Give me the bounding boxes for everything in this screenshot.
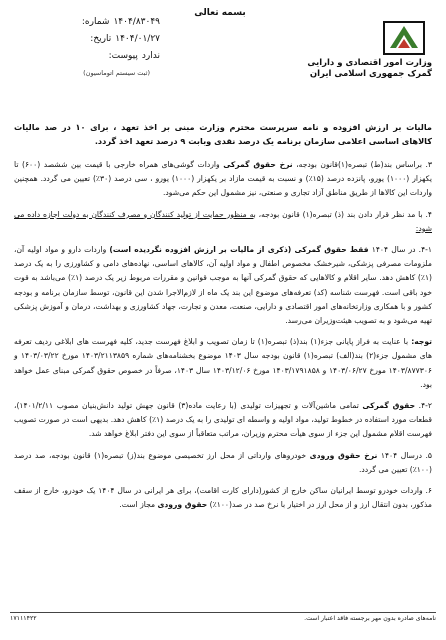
footer-divider <box>10 612 436 613</box>
basmala: بسمه تعالی <box>194 8 246 18</box>
footer-notice: نامه‌های صادره بدون مهر برجسته فاقد اعتبار است. <box>304 615 436 622</box>
customs-logo-icon <box>380 18 428 58</box>
letter-footer <box>10 615 436 622</box>
organization-name <box>262 58 432 80</box>
org-line-customs: گمرک جمهوری اسلامی ایران <box>309 69 432 79</box>
date-value: ۱۴۰۴/۰۱/۲۷ <box>115 34 160 44</box>
letter-subject: مالیات بر ارزش افزوده و نامه سرپرست محترم وزارت مبنی بر اخذ تعهد ، برای ۱۰ در صد مالیات کالاهای اساسی اعلامی سازمان برنامه یک درصد نقدی وبابت ۹ درصد تعهد اخذ گردد. <box>14 122 432 146</box>
date-label: تاریخ: <box>90 34 112 44</box>
paragraph: ۳. براساس بند(ط) تبصره(۱)قانون بودجه، نرخ حقوق گمرکی واردات گوشی‌های همراه خارجی با قیمت بین ششصد (۶۰۰) تا یکهزار (۱۰۰۰) یورو، پانزده درصد (۱۵٪) و نسبت به قیمت مازاد بر یکهزار (۱۰۰۰) یورو ، سی درصد (۳۰٪) تعیین می گردد. همچنین واردات این کالاها از طریق مناطق آزاد تجاری و صنعتی، نیز مشمول این حکم می‌شود. <box>14 160 432 198</box>
automation-note: (ثبت سیستم اتوماسیون) <box>83 69 150 77</box>
attachment-row <box>10 48 160 65</box>
letter-header <box>0 0 446 96</box>
letter-meta <box>10 14 160 82</box>
date-row <box>10 31 160 48</box>
paragraph: توجه: با عنایت به فراز پایانی جزء(۱) بند(ذ) تبصره(۱) تا زمان تصویب و ابلاغ فهرست جدید، کلیه فهرست های ابلاغی ردیف تعرفه های مشمول جزء(۲) بند(الف) تبصره(۱) قانون بودجه سال ۱۴۰۳ موضوع بخشنامه‌های شماره ۱۴۰۳/۲۱۱۳۸۵۹ مورخ ۱۴۰۳/۰۳/۲۲ و ۱۴۰۳/۸۷۷۳۰۶ مورخ ۱۴۰۳/۰۶/۲۷ و ۱۴۰۳/۱۷۹۱۸۵۸ مورخ ۱۴۰۳/۱۲/۰۶ سال ۱۴۰۳، صرفاً در خصوص حقوق گمرکی مبنای عمل خواهد بود. <box>14 337 433 389</box>
org-line-ministry: وزارت امور اقتصادی و دارایی <box>307 58 432 68</box>
number-value: ۱۴۰۴/۸۳۰۴۹ <box>113 17 160 27</box>
paragraph: ۶. واردات خودرو توسط ایرانیان ساکن خارج از کشور(دارای کارت اقامت)، برای هر ایرانی در سال ۱۴۰۴ یک خودرو، خارج از سقف مذکور، بدون انتقال ارز و از محل ارز در اختیار با نرخ صد در صد(۱۰۰٪) حقوق ورودی مجاز است. <box>14 486 432 510</box>
number-row <box>10 14 160 31</box>
paragraph: ۴-۲. حقوق گمرکی تمامی ماشین‌آلات و تجهیزات تولیدی (با رعایت ماده(۳) قانون جهش تولید دانش‌بنیان مصوب ۱۴۰۱/۲/۱۱)، قطعات مورد استفاده در خطوط تولید، مواد اولیه و واسطه ای تولیدی را به یک درصد (۱٪) کاهش دهد. بدیهی است در صورت تصویب فهرست اقلام مشمول این جزء از سوی هیأت محترم وزیران، مراتب متعاقباً از سوی این دفتر ابلاغ خواهد شد. <box>14 401 432 439</box>
letter-body <box>14 158 432 519</box>
paragraph: ۴-۱. در سال ۱۴۰۴ فقط حقوق گمرکی (ذکری از مالیات بر ارزش افزوده نگردیده است) واردات دارو و مواد اولیه آن، ملزومات مصرفی پزشکی، شیرخشک مخصوص اطفال و مواد اولیه آن، کالاهای اساسی، نهاده‌های دامی و کشاورزی را به یک درصد (۱٪) کاهش دهد. سایر اقلام و کالاهایی که حقوق گمرکی آنها به موجب قوانین و مقررات مربوط زیر یک درصد (۱٪) می‌باشد به قوت خود باقی است. فهرست شناسه (کد) تعرفه‌های موضوع این بند یک ماه از لازم‌الاجرا شدن این قانون، توسط سازمان برنامه و بودجه کشور و با همکاری وزارتخانه‌های امور اقتصادی و دارایی، صنعت، معدن و تجارت، جهاد کشاورزی و بهداشت، درمان و آموزش پزشکی تهیه می‌شود و به تصویب هیئت‌وزیران می‌رسد. <box>14 245 433 326</box>
footer-code: ۱۷۱۱۱۴۲۲ <box>10 615 37 622</box>
number-label: شماره: <box>81 17 110 27</box>
attachment-value: ندارد <box>141 51 160 61</box>
paragraph: ۴. با مد نظر قرار دادن بند (ذ) تبصره(۱) قانون بودجه، به منظور حمایت از تولید کنندگان و مصرف کنندگان به دولت اجازه داده می شود: <box>14 209 432 233</box>
attachment-label: پیوست: <box>108 51 138 61</box>
paragraph: ۵. درسال ۱۴۰۴ نرخ حقوق ورودی خودروهای وارداتی از محل ارز تخصیصی موضوع بند(ز) تبصره(۱) قانون بودجه، صد درصد (۱۰۰٪) تعیین می گردد. <box>14 450 432 474</box>
